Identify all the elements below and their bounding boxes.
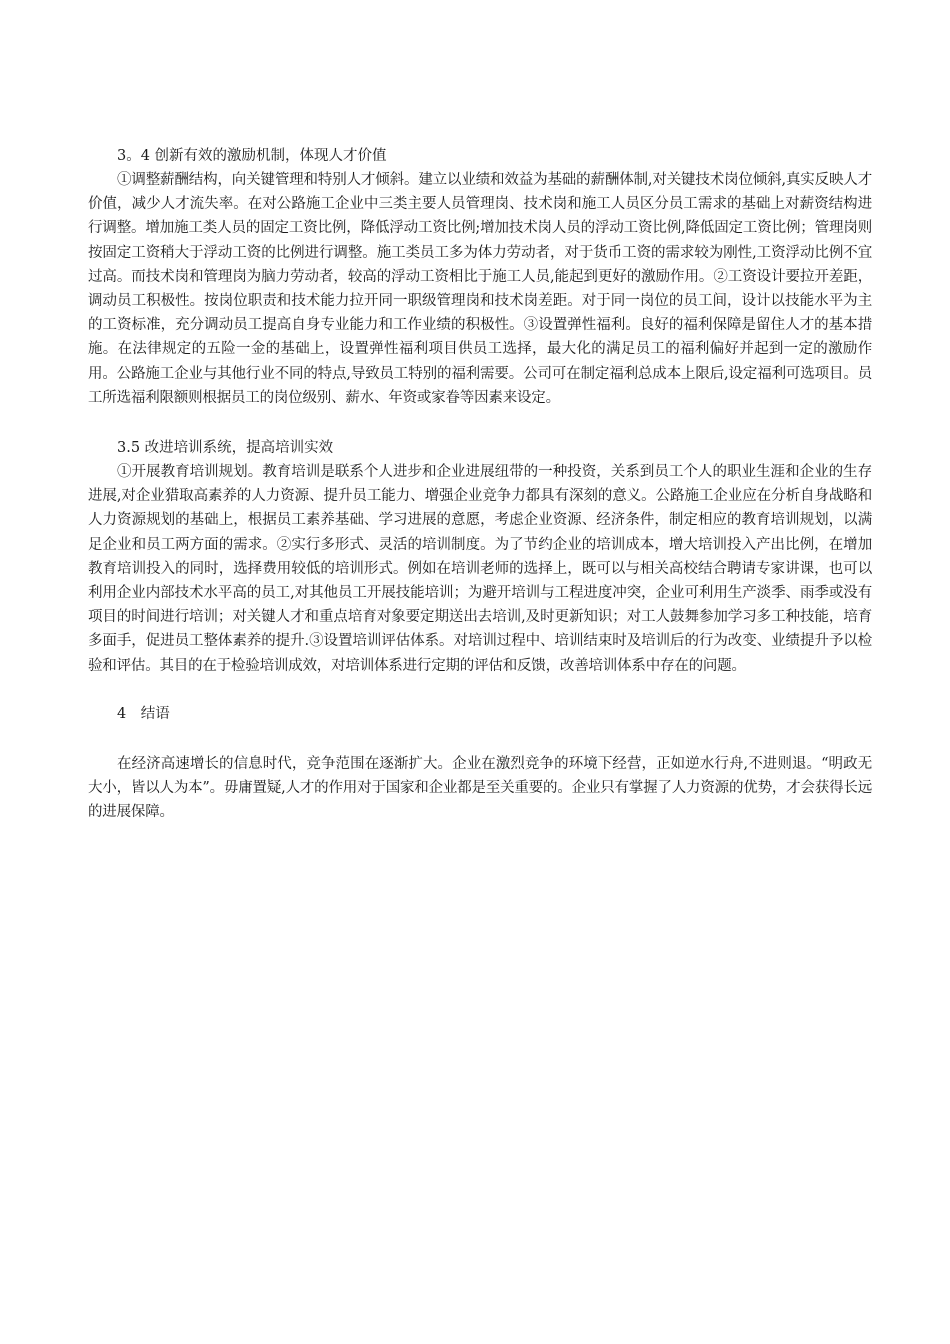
section-4-heading: 4 结语 — [117, 705, 170, 722]
section-3-4-paragraph: ①调整薪酬结构，向关键管理和特别人才倾斜。建立以业绩和效益为基础的薪酬体制,对关键技术岗位倾斜,真实反映人才价值，减少人才流失率。在对公路施工企业中三类主要人员管理岗、技术岗和施工人员区分员工需求的基础上对薪资结构进行调整。增加施工类人员的固定工资比例，降低浮动工资比例;增加技术岗人员的浮动工资比例,降低固定工资比例；管理岗则按固定工资稍大于浮动工资的比例进行调整。施工类员工多为体力劳动者，对于货币工资的需求较为刚性,工资浮动比例不宜过高。而技术岗和管理岗为脑力劳动者，较高的浮动工资相比于施工人员,能起到更好的激励作用。②工资设计要拉开差距，调动员工积极性。按岗位职责和技术能力拉开同一职级管理岗和技术岗差距。对于同一岗位的员工间，设计以技能水平为主的工资标准，充分调动员工提高自身专业能力和工作业绩的积极性。③设置弹性福利。良好的福利保障是留住人才的基本措施。在法律规定的五险一金的基础上，设置弹性福利项目供员工选择，最大化的满足员工的福利偏好并起到一定的激励作用。公路施工企业与其他行业不同的特点,导致员工特别的福利需要。公司可在制定福利总成本上限后,设定福利可选项目。员工所选福利限额则根据员工的岗位级别、薪水、年资或家眷等因素来设定。 — [88, 172, 872, 406]
section-3-5-paragraph: ①开展教育培训规划。教育培训是联系个人进步和企业进展纽带的一种投资，关系到员工个人的职业生涯和企业的生存进展,对企业猎取高素养的人力资源、提升员工能力、增强企业竞争力都具有深刻的意义。公路施工企业应在分析自身战略和人力资源规划的基础上，根据员工素养基础、学习进展的意愿，考虑企业资源、经济条件，制定相应的教育培训规划，以满足企业和员工两方面的需求。②实行多形式、灵活的培训制度。为了节约企业的培训成本，增大培训投入产出比例，在增加教育培训投入的同时，选择费用较低的培训形式。例如在培训老师的选择上，既可以与相关高校结合聘请专家讲课，也可以利用企业内部技术水平高的员工,对其他员工开展技能培训；为避开培训与工程进度冲突，企业可利用生产淡季、雨季或没有项目的时间进行培训；对关键人才和重点培育对象要定期送出去培训,及时更新知识；对工人鼓舞参加学习多工种技能，培育多面手，促进员工整体素养的提升.③设置培训评估体系。对培训过程中、培训结束时及培训后的行为改变、业绩提升予以检验和评估。其目的在于检验培训成效，对培训体系进行定期的评估和反馈，改善培训体系中存在的问题。 — [88, 464, 872, 674]
document-page — [88, 144, 872, 824]
section-3-5-heading: 3.5 改进培训系统，提高培训实效 — [117, 440, 334, 457]
spacer — [88, 678, 872, 702]
spacer — [88, 410, 872, 436]
section-3-4-heading: 3。4 创新有效的激励机制，体现人才价值 — [117, 148, 387, 164]
spacer — [88, 726, 872, 752]
section-4-paragraph: 在经济高速增长的信息时代，竞争范围在逐渐扩大。企业在激烈竞争的环境下经营，正如逆水行舟,不进则退。“明政无大小，皆以人为本”。毋庸置疑,人才的作用对于国家和企业都是至关重要的。企业只有掌握了人力资源的优势，才会获得长远的进展保障。 — [88, 755, 872, 821]
